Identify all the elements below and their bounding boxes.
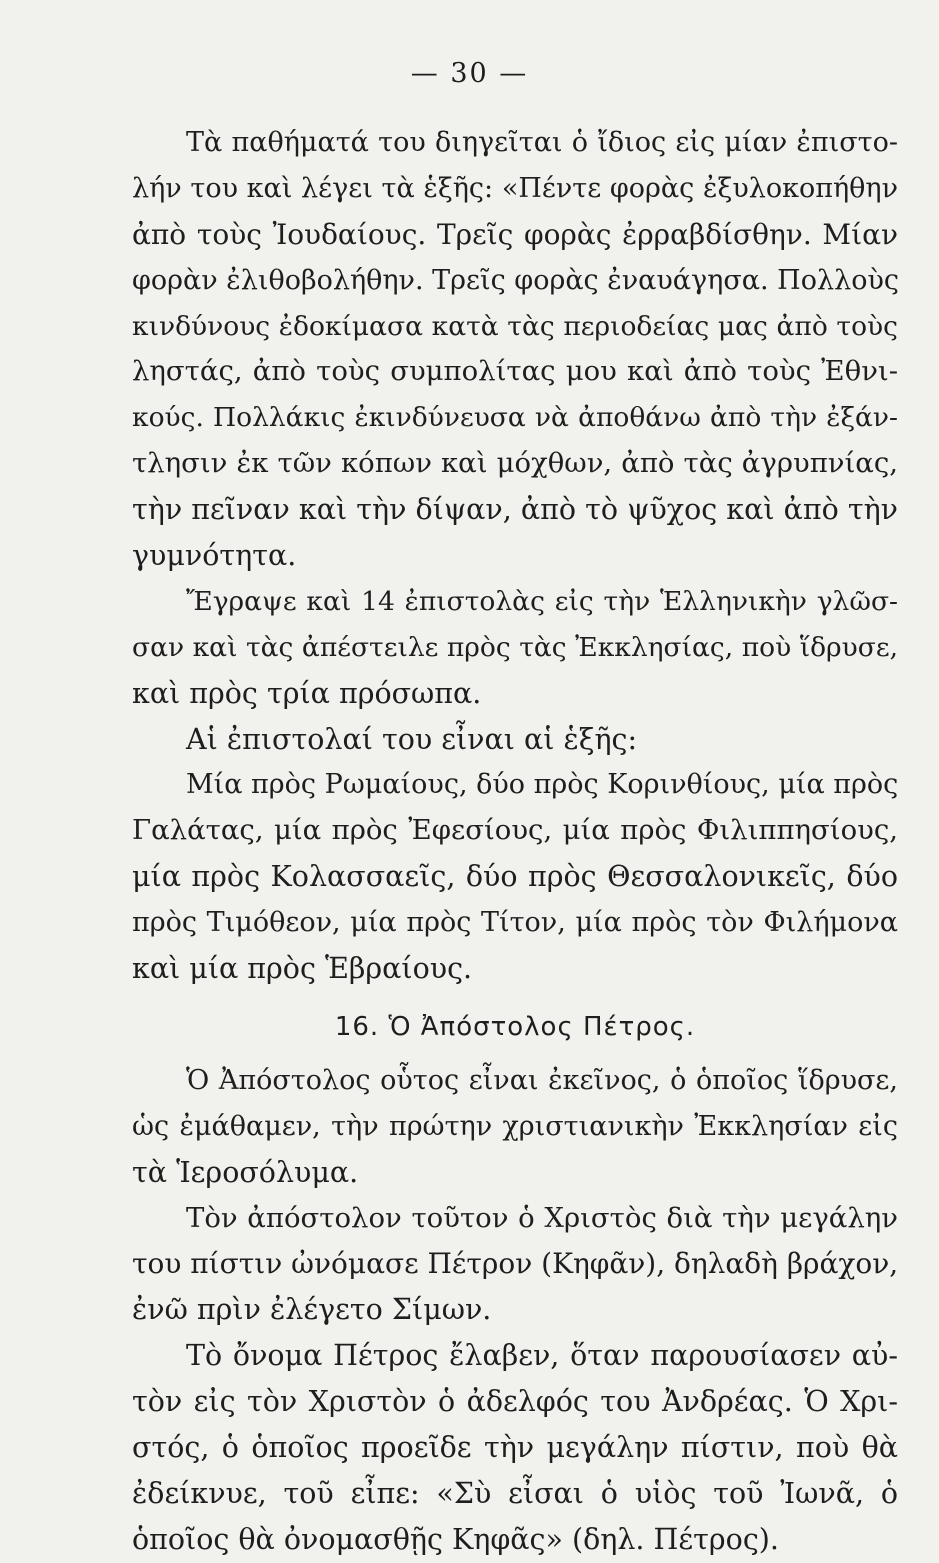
text-line: τὴν πεῖναν καὶ τὴν δίψαν, ἀπὸ τὸ ψῦχος καὶ ἀπὸ τὴν [132, 493, 898, 527]
paragraph [132, 1333, 898, 1562]
text-line: τὰ Ἱεροσόλυμα. [132, 1155, 359, 1189]
text-line: ὁποῖος θὰ ὀνομασθῇς Κηφᾶς» (δηλ. Πέτρος). [132, 1522, 779, 1556]
paragraph [132, 717, 898, 763]
text-line: καὶ πρὸς τρία πρόσωπα. [132, 676, 482, 710]
section-heading: 16. Ὁ Ἀπόστολος Πέτρος. [334, 1011, 696, 1042]
text-line: πρὸς Τιμόθεον, μία πρὸς Τίτον, μία πρὸς τὸν Φιλήμονα [132, 907, 898, 939]
text-line: φορὰν ἐλιθοβολήθην. Τρεῖς φορὰς ἐναυάγησα. Πολλοὺς [132, 264, 899, 296]
text-line: λήν του καὶ λέγει τὰ ἑξῆς: «Πέντε φορὰς ἐξυλοκοπήθην [132, 172, 898, 204]
text-line: Αἱ ἐπιστολαί του εἶναι αἱ ἑξῆς: [186, 722, 638, 756]
text-line: Τὰ παθήματά του διηγεῖται ὁ ἴδιος εἰς μίαν ἐπιστο- [186, 127, 898, 158]
page-number: — 30 — [410, 58, 529, 89]
paragraph [132, 579, 898, 717]
text-line: Τὸν ἀπόστολον τοῦτον ὁ Χριστὸς διὰ τὴν μεγάλην [186, 1201, 898, 1234]
text-line: κούς. Πολλάκις ἐκινδύνευσα νὰ ἀποθάνω ἀπὸ τὴν ἐξάν- [132, 402, 898, 434]
text-line: ἐδείκνυε, τοῦ εἶπε: «Σὺ εἶσαι ὁ υἱὸς τοῦ Ἰωνᾶ, ὁ [132, 1476, 898, 1510]
paragraph [132, 120, 898, 579]
text-line: γυμνότητα. [132, 539, 297, 573]
text-line: Τὸ ὄνομα Πέτρος ἔλαβεν, ὅταν παρουσίασεν αὐ- [186, 1339, 898, 1373]
text-line: Ὁ Ἀπόστολος οὗτος εἶναι ἐκεῖνος, ὁ ὁποῖος ἵδρυσε, [186, 1064, 898, 1096]
text-line: Ἔγραψε καὶ 14 ἐπιστολὰς εἰς τὴν Ἑλληνικὴν γλῶσ- [186, 585, 898, 617]
text-line: κινδύνους ἐδοκίμασα κατὰ τὰς περιοδείας μας ἀπὸ τοὺς [132, 310, 898, 342]
text-line: τλησιν ἐκ τῶν κόπων καὶ μόχθων, ἀπὸ τὰς ἀγρυπνίας, [132, 447, 898, 480]
text-line: στός, ὁ ὁποῖος προεῖδε τὴν μεγάλην πίστιν, ποὺ θὰ [132, 1431, 898, 1465]
text-line: σαν καὶ τὰς ἀπέστειλε πρὸς τὰς Ἐκκλησίας, ποὺ ἵδρυσε, [132, 631, 898, 663]
text-line: Μία πρὸς Ρωμαίους, δύο πρὸς Κορινθίους, μία πρὸς [186, 769, 899, 801]
body-text [132, 120, 898, 1563]
text-line: ἀπὸ τοὺς Ἰουδαίους. Τρεῖς φορὰς ἐρραβδίσθην. Μίαν [132, 217, 898, 251]
text-line: καὶ μία πρὸς Ἑβραίους. [132, 952, 473, 986]
paragraph [132, 1058, 898, 1196]
paragraph [132, 762, 898, 991]
text-line: Γαλάτας, μία πρὸς Ἐφεσίους, μία πρὸς Φιλιππησίους, [132, 814, 898, 847]
text-line: ὡς ἐμάθαμεν, τὴν πρώτην χριστιανικὴν Ἐκκλησίαν εἰς [132, 1110, 898, 1142]
text-line: του πίστιν ὠνόμασε Πέτρον (Κηφᾶν), δηλαδὴ βράχον, [132, 1247, 899, 1281]
text-line: τὸν εἰς τὸν Χριστὸν ὁ ἀδελφός του Ἀνδρέας. Ὁ Χρι- [132, 1385, 898, 1419]
text-line: ἐνῶ πρὶν ἐλέγετο Σίμων. [132, 1293, 492, 1327]
text-line: ληστάς, ἀπὸ τοὺς συμπολίτας μου καὶ ἀπὸ τοὺς Ἐθνι- [132, 355, 898, 388]
paragraph [132, 1196, 898, 1334]
text-line: μία πρὸς Κολασσαεῖς, δύο πρὸς Θεσσαλονικεῖς, δύο [132, 860, 898, 894]
